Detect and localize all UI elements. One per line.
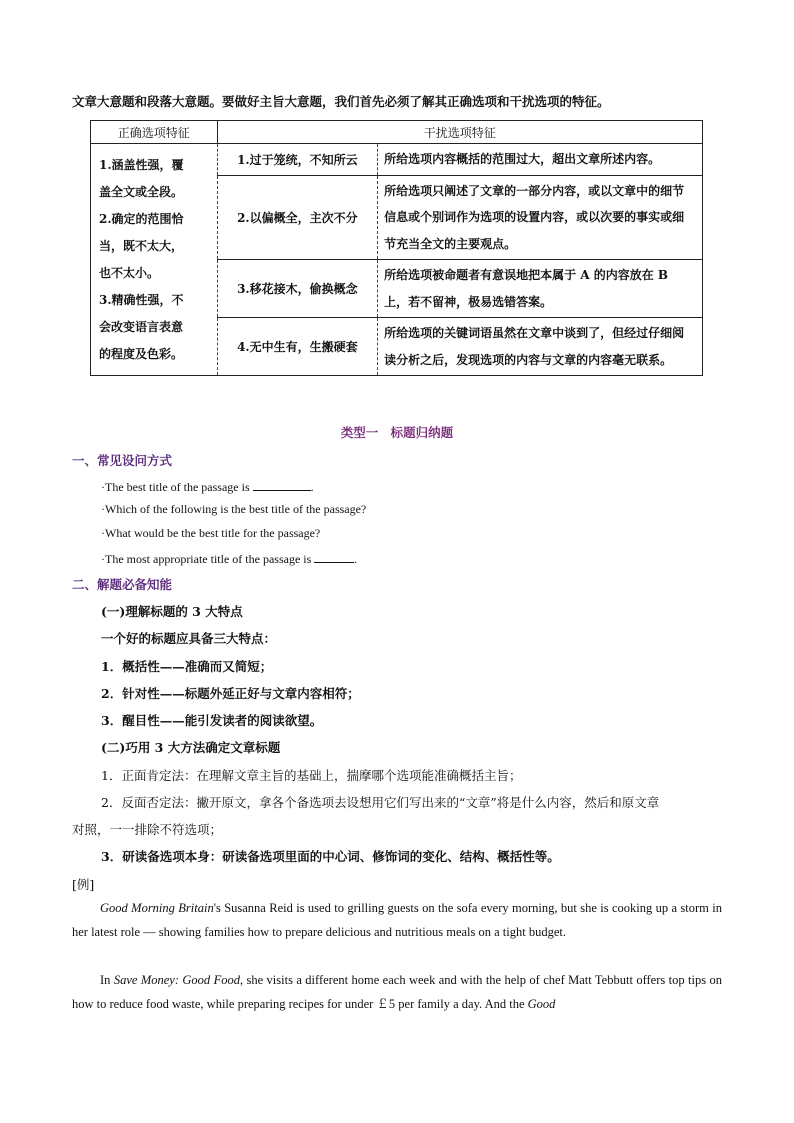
distract-label: 1.过于笼统，不知所云 xyxy=(217,144,377,176)
section-name: 标题归纳题 xyxy=(390,425,454,440)
distract-label: 2.以偏概全，主次不分 xyxy=(217,175,377,260)
header-distract: 干扰选项特征 xyxy=(217,121,702,144)
distract-desc: 所给选项的关键词语虽然在文章中谈到了，但经过仔细阅读分析之后，发现选项的内容与文章的内容毫无联系。 xyxy=(378,318,703,376)
distract-label: 3.移花接木，偷换概念 xyxy=(217,260,377,318)
features-intro: 一个好的标题应具备三大特点： xyxy=(101,631,277,646)
correct-line: 盖全文或全段。 xyxy=(99,184,184,199)
question-form: ·The most appropriate title of the passage is . xyxy=(101,552,358,566)
distract-desc: 所给选项被命题者有意误地把本属于 A 的内容放在 B 上，若不留神，极易选错答案。 xyxy=(378,260,703,318)
method-item: 2．反面否定法：撇开原文，拿各个备选项去设想用它们写出来的“文章”将是什么内容，然后和原文章 xyxy=(101,795,660,810)
option-feature-table xyxy=(90,120,703,376)
feature-item: 1．概括性——准确而又简短； xyxy=(101,659,273,674)
heading-question-forms: 一、常见设问方式 xyxy=(72,453,173,468)
subheading-features: (一)理解标题的 3 大特点 xyxy=(101,604,243,619)
correct-line: 3.精确性强，不 xyxy=(99,292,184,307)
correct-line: 当，既不太大， xyxy=(99,238,184,253)
intro-text: 文章大意题和段落大意题。要做好主旨大意题，我们首先必须了解其正确选项和干扰选项的特征。 xyxy=(72,94,610,109)
feature-item: 2．针对性——标题外延正好与文章内容相符； xyxy=(101,686,360,701)
section-type: 类型一 xyxy=(340,425,379,440)
distract-desc: 所给选项只阐述了文章的一部分内容，或以文章中的细节信息或个别词作为选项的设置内容，或以次要的事实或细节充当全文的主要观点。 xyxy=(378,175,703,260)
answer-blank xyxy=(253,478,311,491)
question-form: ·The best title of the passage is . xyxy=(101,480,314,494)
method-item: 3．研读备选项本身：研读备选项里面的中心词、修饰词的变化、结构、概括性等。 xyxy=(101,849,560,864)
correct-features-cell xyxy=(91,144,218,376)
question-form: ·What would be the best title for the passage? xyxy=(101,526,321,540)
section-title xyxy=(0,423,794,441)
answer-blank xyxy=(314,550,354,563)
correct-line: 会改变语言表意 xyxy=(99,319,184,334)
question-form: ·Which of the following is the best title of the passage? xyxy=(101,502,367,516)
distract-desc: 所给选项内容概括的范围过大，超出文章所述内容。 xyxy=(378,144,703,176)
example-tag: [例] xyxy=(72,877,95,892)
correct-line: 2.确定的范围恰 xyxy=(99,211,184,226)
correct-line: 1.涵盖性强，覆 xyxy=(99,157,184,172)
method-item-continued: 对照，一一排除不符选项； xyxy=(72,822,223,837)
heading-knowledge: 二、解题必备知能 xyxy=(72,577,173,592)
feature-item: 3．醒目性——能引发读者的阅读欲望。 xyxy=(101,713,323,728)
method-item: 1．正面肯定法：在理解文章主旨的基础上，揣摩哪个选项能准确概括主旨； xyxy=(101,768,522,783)
header-correct: 正确选项特征 xyxy=(91,121,218,144)
example-paragraph: In Save Money: Good Food, she visits a different home each week and with the help of chef Matt Tebbutt offers top tips on how to reduce food waste, while preparing recipes for under ￡5 per family a day. And the Good xyxy=(72,973,722,1011)
distract-label: 4.无中生有，生搬硬套 xyxy=(217,318,377,376)
correct-line: 也不太小。 xyxy=(99,265,160,280)
correct-line: 的程度及色彩。 xyxy=(99,346,184,361)
example-paragraph: Good Morning Britain's Susanna Reid is used to grilling guests on the sofa every morning, but she is cooking up a storm in her latest role — showing families how to prepare delicious and nutritious meals on a tight budget. xyxy=(72,901,722,939)
subheading-methods: (二)巧用 3 大方法确定文章标题 xyxy=(101,740,281,755)
